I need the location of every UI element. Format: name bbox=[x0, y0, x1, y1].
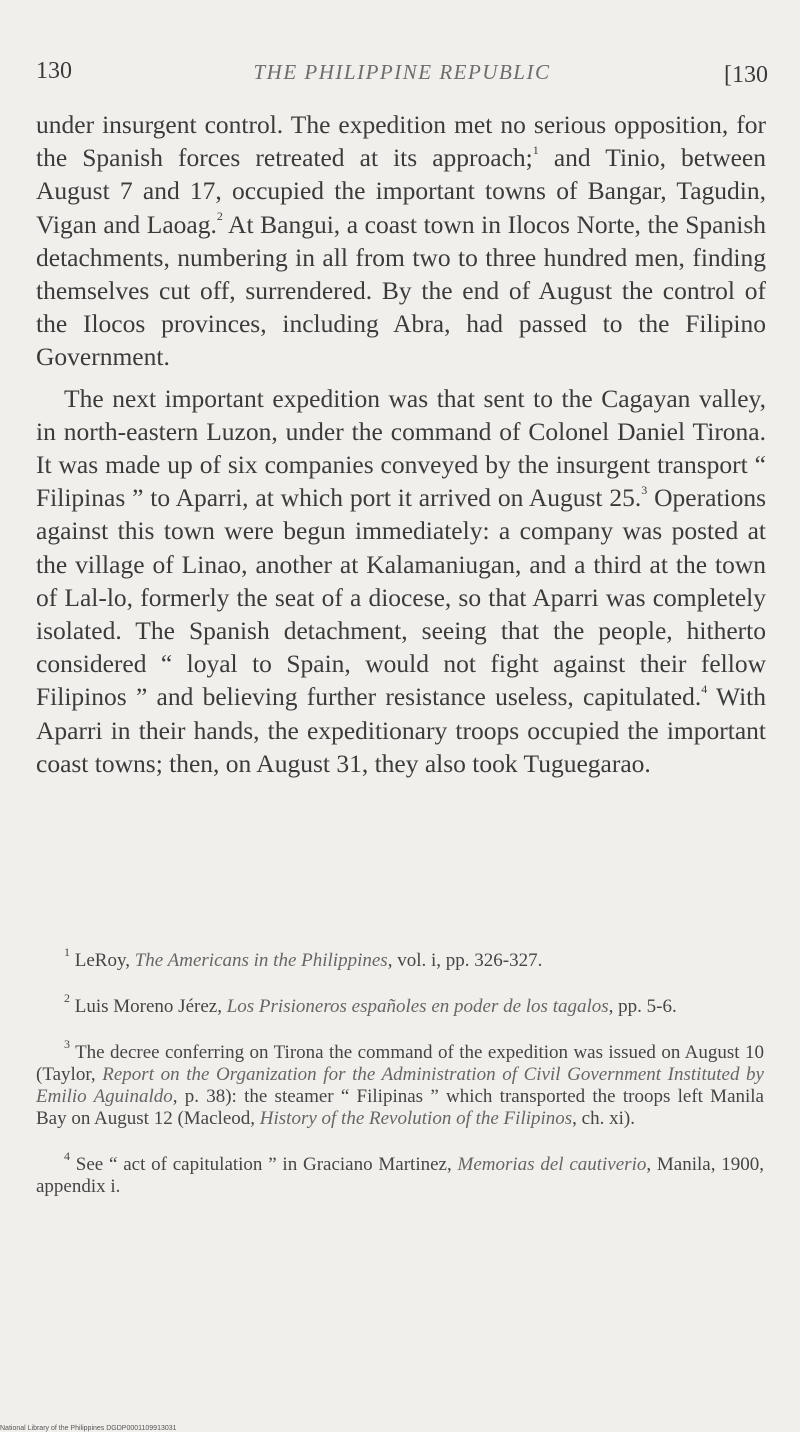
text-run: At Bangui, a coast town in Ilocos Norte, the Spanish detachments, numbering in all from two to three hundred men, finding themselves cut off, surrendered. By the end of August the control of the Ilocos provinces, including Abra, had passed to the Filipino Government. bbox=[36, 209, 766, 372]
footnote-ref: 4 bbox=[64, 1148, 70, 1163]
paragraph bbox=[36, 382, 766, 780]
italic-title: Los Prisioneros españoles en poder de los tagalos bbox=[226, 996, 609, 1017]
italic-title: Report on the Organization for the Administration of Civil Government Instituted by Emilio Aguinaldo bbox=[36, 1064, 764, 1107]
footnote-ref: 3 bbox=[641, 482, 648, 497]
footnotes bbox=[36, 944, 764, 1222]
italic-title: Memorias del cautiverio bbox=[457, 1154, 647, 1175]
text-run: , ch. xi). bbox=[572, 1108, 635, 1129]
main-text bbox=[36, 108, 766, 780]
footnote bbox=[36, 990, 764, 1018]
text-run: Operations against this town were begun immediately: a company was posted at the village of Linao, another at Kalamaniugan, and a third at the town of Lal-lo, formerly the seat of a diocese, so that Aparri was completely isolated. The Spanish detachment, seeing that the people, hitherto considered “ loyal to Spain, would not fight against their fellow Filipinos ” and believing further resistance useless, capitulated. bbox=[36, 483, 766, 712]
text-run: Luis Moreno Jérez, bbox=[70, 996, 227, 1017]
running-header bbox=[36, 58, 768, 94]
text-run: and Tinio, between August 7 and 17, occupied the important towns of Bangar, Tagudin, Vigan and Laoag. bbox=[36, 143, 766, 239]
text-run: With Aparri in their hands, the expeditionary troops occupied the important coast towns; then, on August 31, they also took Tuguegarao. bbox=[36, 682, 766, 778]
text-run: , vol. i, pp. 326-327. bbox=[387, 950, 543, 971]
italic-title: History of the Revolution of the Filipinos bbox=[259, 1108, 573, 1129]
footnote bbox=[36, 1036, 764, 1130]
paragraph bbox=[36, 108, 766, 374]
footnote-ref: 1 bbox=[64, 944, 70, 959]
text-run: The decree conferring on Tirona the command of the expedition was issued on August 10 (Taylor, bbox=[36, 1042, 764, 1085]
text-run: The next important expedition was that sent to the Cagayan valley, in north-eastern Luzon, under the command of Colonel Daniel Tirona. It was made up of six companies conveyed by the insurgent transport “ Filipinas ” to Aparri, at which port it arrived on August 25. bbox=[36, 383, 766, 513]
footnote-ref: 3 bbox=[64, 1036, 70, 1051]
text-run: , Manila, 1900, appendix i. bbox=[36, 1154, 764, 1197]
text-run: , pp. 5-6. bbox=[608, 996, 677, 1017]
text-run: under insurgent control. The expedition met no serious opposition, for the Spanish forces retreated at its approach; bbox=[36, 110, 766, 173]
scan-footer: National Library of the Philippines DGDP0001109913031 bbox=[0, 1425, 177, 1432]
footnote bbox=[36, 1148, 764, 1198]
footnote-ref: 2 bbox=[216, 209, 223, 224]
footnote-ref: 4 bbox=[701, 681, 708, 696]
footnote-ref: 1 bbox=[532, 142, 539, 157]
text-run: See “ act of capitulation ” in Graciano Martinez, bbox=[70, 1154, 458, 1175]
page-number-right: [130 bbox=[724, 62, 768, 88]
text-run: LeRoy, bbox=[70, 950, 135, 971]
italic-title: The Americans in the Philippines bbox=[134, 950, 388, 971]
running-title: THE PHILIPPINE REPUBLIC bbox=[253, 60, 551, 84]
page-number-left: 130 bbox=[36, 58, 72, 84]
footnote-ref: 2 bbox=[64, 990, 70, 1005]
text-run: , p. 38): the steamer “ Filipinas ” which transported the troops left Manila Bay on August 12 (Macleod, bbox=[36, 1086, 764, 1129]
footnote bbox=[36, 944, 764, 972]
